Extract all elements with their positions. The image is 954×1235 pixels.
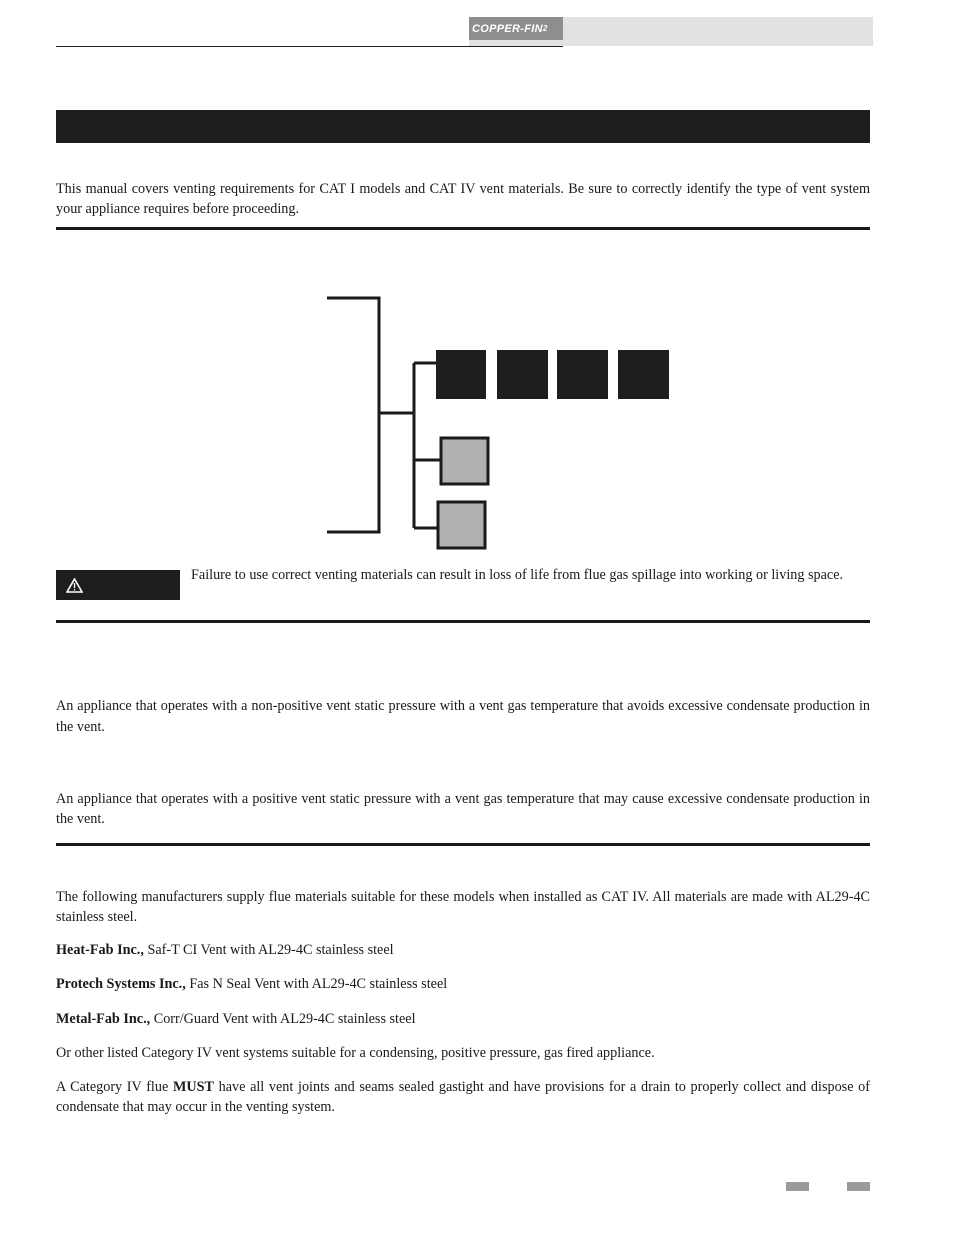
warning-triangle-icon [66, 578, 83, 593]
material-maker: Protech Systems Inc., [56, 976, 186, 992]
gray-box-2 [438, 502, 485, 548]
intro-paragraph: This manual covers venting requirements for CAT I models and CAT IV vent materials. Be sure to correctly identify the type of vent system your appliance requires before proceeding. [56, 181, 870, 217]
section-divider-2 [56, 620, 870, 623]
vent-type-diagram [300, 280, 700, 560]
footer-mark-left [786, 1182, 809, 1191]
dark-box-1 [436, 350, 486, 399]
dark-box-4 [618, 350, 669, 399]
material-item-protech [56, 975, 870, 995]
material-item-heatfab [56, 941, 870, 961]
gray-box-1 [441, 438, 488, 484]
must-requirement-text: A Category IV flue MUST have all vent joints and seams sealed gastight and have provisions for a drain to properly collect and dispose of condensate that may occur in the venting system. [56, 1079, 870, 1115]
footer-mark-right [847, 1182, 870, 1191]
material-maker: Metal-Fab Inc., [56, 1011, 151, 1027]
cat1-definition: An appliance that operates with a non-positive vent static pressure with a vent gas temperature that avoids excessive condensate production in the vent. [56, 698, 870, 735]
outer-bracket [327, 298, 379, 532]
section-divider [56, 227, 870, 230]
warning-label-box [56, 570, 180, 600]
brand-logo: COPPER-FIN 2 [469, 17, 563, 40]
material-product: Corr/Guard Vent with AL29-4C stainless steel [150, 1011, 416, 1027]
cat4-definition: An appliance that operates with a positive vent static pressure with a vent gas temperature that may cause excessive condensate production in the vent. [56, 791, 870, 827]
material-maker: Heat-Fab Inc., [56, 942, 144, 958]
other-systems-text: Or other listed Category IV vent systems suitable for a condensing, positive pressure, gas fired appliance. [56, 1045, 655, 1061]
section-divider-3 [56, 843, 870, 846]
material-product: Fas N Seal Vent with AL29-4C stainless steel [185, 976, 448, 992]
warning-text: Failure to use correct venting materials can result in loss of life from flue gas spillage into working or living space. [191, 567, 844, 583]
material-item-metalfab [56, 1010, 870, 1030]
material-product: Saf-T CI Vent with AL29-4C stainless steel [143, 942, 394, 958]
materials-intro: The following manufacturers supply flue materials suitable for these models when installed as CAT IV. All materials are made with AL29-4C stainless steel. [56, 889, 870, 925]
dark-box-2 [497, 350, 548, 399]
dark-box-3 [557, 350, 608, 399]
must-emphasis: MUST [172, 1079, 214, 1095]
section-heading-bar [56, 110, 870, 143]
header-rule [56, 46, 563, 47]
